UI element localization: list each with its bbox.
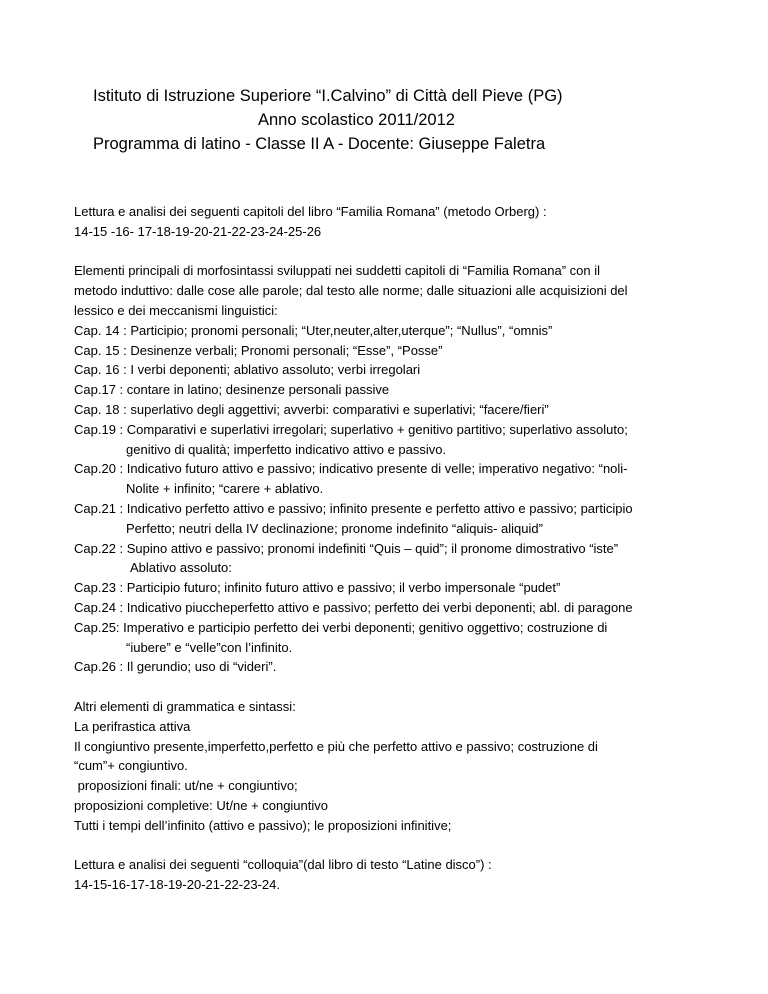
- morphosyntax-intro-line: Elementi principali di morfosintassi sviluppati nei suddetti capitoli di “Familia Romana” con il: [74, 263, 601, 279]
- grammar-item: proposizioni finali: ut/ne + congiuntivo;: [74, 778, 298, 794]
- reading-intro: Lettura e analisi dei seguenti capitoli del libro “Familia Romana” (metodo Orberg) :: [74, 204, 547, 219]
- chapter-21-continued: Perfetto; neutri della IV declinazione; pronome indefinito “aliquis- aliquid”: [126, 520, 543, 536]
- chapter-22-continued: Ablativo assoluto:: [130, 560, 232, 576]
- program-title: Programma di latino - Classe II A - Docente: Giuseppe Faletra: [93, 135, 546, 153]
- chapter-16: Cap. 16 : I verbi deponenti; ablativo assoluto; verbi irregolari: [74, 362, 421, 378]
- grammar-intro: Altri elementi di grammatica e sintassi:: [74, 698, 296, 714]
- school-name: Istituto di Istruzione Superiore “I.Calvino” di Città dell Pieve (PG): [93, 87, 563, 105]
- chapter-23: Cap.23 : Participio futuro; infinito futuro attivo e passivo; il verbo impersonale “pudet”: [74, 580, 561, 596]
- chapter-14: Cap. 14 : Participio; pronomi personali; “Uter,neuter,alter,uterque”; “Nullus”, “omnis”: [74, 322, 553, 338]
- colloquia-chapters: 14-15-16-17-18-19-20-21-22-23-24.: [74, 877, 280, 893]
- morphosyntax-intro-line: metodo induttivo: dalle cose alle parole; dal testo alle norme; dalle situazioni alle acquisizioni del: [74, 283, 628, 299]
- grammar-item: “cum”+ congiuntivo.: [74, 758, 188, 774]
- chapter-18: Cap. 18 : superlativo degli aggettivi; avverbi: comparativi e superlativi; “facere/fieri”: [74, 401, 549, 417]
- chapter-21: Cap.21 : Indicativo perfetto attivo e passivo; infinito presente e perfetto attivo e passivo; participio: [74, 500, 633, 516]
- chapter-26: Cap.26 : Il gerundio; uso di “videri”.: [74, 659, 277, 675]
- school-year: Anno scolastico 2011/2012: [258, 111, 455, 129]
- colloquia-intro: Lettura e analisi dei seguenti “colloquia”(dal libro di testo “Latine disco”) :: [74, 857, 492, 873]
- document-body: [74, 202, 734, 895]
- chapter-15: Cap. 15 : Desinenze verbali; Pronomi personali; “Esse”, “Posse”: [74, 342, 443, 358]
- chapter-25: Cap.25: Imperativo e participio perfetto dei verbi deponenti; genitivo oggettivo; costruzione di: [74, 619, 608, 635]
- chapter-20: Cap.20 : Indicativo futuro attivo e passivo; indicativo presente di velle; imperativo negativo: “noli-: [74, 461, 628, 477]
- chapter-19: Cap.19 : Comparativi e superlativi irregolari; superlativo + genitivo partitivo; superlativo assoluto;: [74, 421, 628, 437]
- grammar-item: proposizioni completive: Ut/ne + congiuntivo: [74, 797, 329, 813]
- chapter-19-continued: genitivo di qualità; imperfetto indicativo attivo e passivo.: [126, 441, 447, 457]
- document-header: [0, 84, 768, 156]
- chapter-20-continued: Nolite + infinito; “carere + ablativo.: [126, 481, 324, 497]
- grammar-item: Tutti i tempi dell’infinito (attivo e passivo); le proposizioni infinitive;: [74, 817, 452, 833]
- chapter-22: Cap.22 : Supino attivo e passivo; pronomi indefiniti “Quis – quid”; il pronome dimostrativo “iste”: [74, 540, 619, 556]
- reading-chapters: 14-15 -16- 17-18-19-20-21-22-23-24-25-26: [74, 223, 322, 239]
- morphosyntax-intro-line: lessico e dei meccanismi linguistici:: [74, 302, 278, 318]
- grammar-item: La perifrastica attiva: [74, 718, 191, 734]
- chapter-17: Cap.17 : contare in latino; desinenze personali passive: [74, 382, 390, 398]
- chapter-25-continued: “iubere” e “velle”con l’infinito.: [126, 639, 293, 655]
- chapter-24: Cap.24 : Indicativo piuccheperfetto attivo e passivo; perfetto dei verbi deponenti; abl. di paragone: [74, 599, 633, 615]
- grammar-item: Il congiuntivo presente,imperfetto,perfetto e più che perfetto attivo e passivo; costruzione di: [74, 738, 598, 754]
